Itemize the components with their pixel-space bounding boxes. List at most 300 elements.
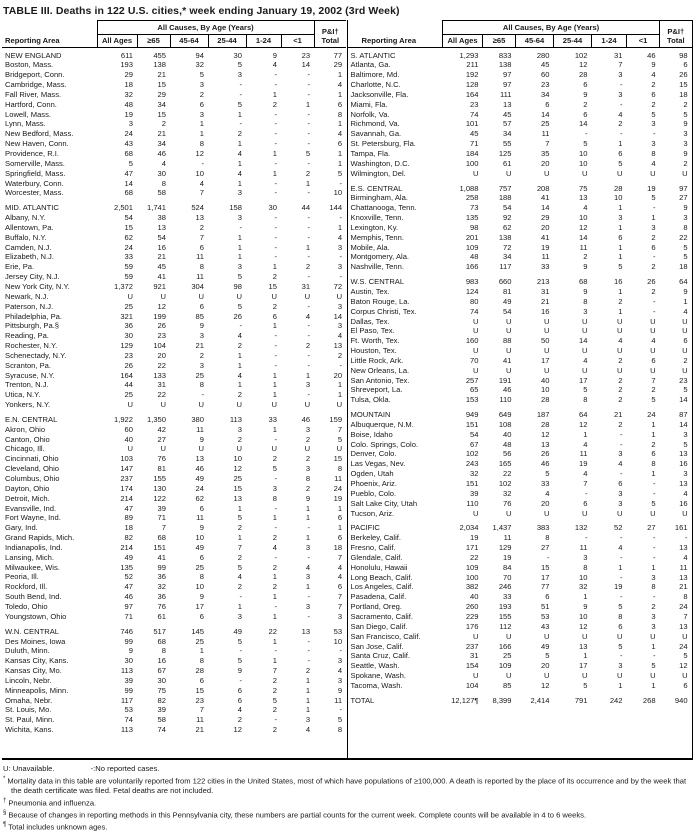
value-cell: U	[682, 365, 688, 375]
value-cell: -	[239, 89, 242, 99]
value-cell: 3	[199, 80, 204, 90]
city-row	[348, 129, 692, 139]
city-row	[348, 661, 692, 671]
value-cell: -	[619, 651, 623, 661]
value-cell: 109	[498, 661, 512, 671]
value-cell: 100	[465, 572, 479, 582]
value-cell: 14	[301, 60, 311, 70]
reporting-area-cell: W.S. CENTRAL	[350, 277, 405, 287]
city-row	[348, 582, 692, 592]
value-cell: -	[307, 656, 311, 666]
value-cell: 3	[305, 715, 311, 725]
value-cell: 2	[618, 355, 623, 365]
value-cell: 16	[157, 656, 166, 666]
value-cell: 2	[651, 286, 656, 296]
value-cell: 19	[470, 533, 479, 543]
value-cell: 133	[153, 370, 166, 380]
value-cell: 214	[120, 493, 133, 503]
value-cell: 2	[272, 725, 277, 735]
value-cell: 1	[272, 572, 277, 582]
value-cell: U	[617, 346, 623, 356]
value-cell: U	[582, 316, 588, 326]
value-cell: 1	[305, 370, 311, 380]
value-cell: 660	[498, 277, 512, 287]
value-cell: 10	[195, 533, 204, 543]
value-cell: 14	[679, 395, 688, 405]
reporting-area-cell: Memphis, Tenn.	[350, 232, 404, 242]
city-row	[348, 429, 692, 439]
value-cell: 108	[498, 419, 512, 429]
value-cell: 1,922	[113, 414, 133, 424]
value-cell: 40	[503, 429, 512, 439]
value-cell: 25	[233, 474, 242, 484]
reporting-area-cell: Sacramento, Calif.	[350, 611, 413, 621]
value-cell: 260	[465, 602, 479, 612]
city-row	[348, 252, 692, 262]
value-cell: 8	[651, 582, 656, 592]
value-cell: 8	[272, 493, 277, 503]
value-cell: 4	[237, 370, 242, 380]
reporting-area-cell: Las Vegas, Nev.	[350, 459, 406, 469]
reporting-area-header: Reporting Area	[2, 21, 97, 48]
value-cell: 6	[337, 139, 343, 149]
value-cell: -	[307, 139, 311, 149]
city-row	[348, 99, 692, 109]
footnote-mortality: * Mortality data in this table are voluntarily reported from 122 cities in the United States, most of which have populations of ≥100,000. A death is reported by the place of its occurrence and by the week that the death certificate was filed. Fetal deaths are not included.	[3, 776, 687, 796]
value-cell: 44	[301, 203, 311, 213]
value-cell: 2	[651, 439, 656, 449]
value-cell: 110	[499, 395, 512, 405]
age-col-header: All Ages	[97, 35, 137, 48]
value-cell: 517	[153, 626, 166, 636]
city-row	[2, 602, 346, 612]
reporting-area-cell: NEW ENGLAND	[5, 51, 62, 60]
value-cell: 40	[124, 434, 133, 444]
value-cell: 2	[272, 582, 277, 592]
footnotes-block	[3, 764, 696, 832]
value-cell: -	[201, 158, 204, 168]
value-cell: -	[653, 552, 656, 562]
value-cell: U	[336, 291, 343, 301]
value-cell: 41	[157, 272, 166, 282]
value-cell: 11	[334, 695, 343, 705]
reporting-area-cell: Rockford, Ill.	[5, 582, 48, 592]
value-cell: 3	[337, 242, 343, 252]
value-cell: U	[506, 168, 512, 178]
value-cell: 49	[541, 641, 550, 651]
value-cell: U	[544, 168, 550, 178]
value-cell: 39	[157, 503, 166, 513]
reporting-area-cell: St. Louis, Mo.	[5, 705, 52, 715]
value-cell: 2	[272, 454, 277, 464]
value-cell: 1	[683, 296, 688, 306]
reporting-area-cell: Camden, N.J.	[5, 242, 52, 252]
value-cell: 166	[498, 641, 512, 651]
value-cell: U	[506, 365, 512, 375]
reporting-area-cell: Honolulu, Hawaii	[350, 562, 408, 572]
value-cell: 3	[199, 331, 204, 341]
value-cell: 41	[157, 552, 166, 562]
value-cell: 6	[199, 675, 204, 685]
city-row	[348, 336, 692, 346]
value-cell: U	[544, 508, 550, 518]
value-cell: 3	[337, 611, 343, 621]
value-cell: 33	[541, 262, 550, 272]
value-cell: 72	[503, 242, 512, 252]
value-cell: 1	[651, 562, 656, 572]
city-row	[2, 252, 346, 262]
value-cell: 12	[679, 661, 688, 671]
value-cell: 23	[541, 80, 550, 90]
value-cell: 11	[334, 474, 343, 484]
value-cell: 6	[272, 311, 277, 321]
value-cell: 82	[157, 695, 166, 705]
reporting-area-cell: Utica, N.Y.	[5, 390, 41, 400]
value-cell: 2	[651, 232, 656, 242]
reporting-area-cell: Rochester, N.Y.	[5, 341, 58, 351]
left-table-body	[2, 48, 346, 735]
value-cell: 30	[157, 168, 166, 178]
value-cell: 8	[337, 464, 343, 474]
value-cell: 104	[465, 680, 479, 690]
value-cell: U	[544, 671, 550, 681]
value-cell: 5	[683, 252, 688, 262]
value-cell: 23	[470, 99, 479, 109]
city-row	[348, 149, 692, 159]
reporting-area-cell: Wilmington, Del.	[350, 168, 406, 178]
reporting-area-cell: Savannah, Ga.	[350, 129, 402, 139]
value-cell: 8	[199, 380, 204, 390]
value-cell: 1	[272, 636, 277, 646]
value-cell: 60	[124, 424, 133, 434]
city-row	[348, 90, 692, 100]
value-cell: 5	[237, 99, 242, 109]
age-col-header: ≥65	[137, 35, 170, 48]
value-cell: 11	[579, 543, 588, 553]
value-cell: U	[236, 291, 242, 301]
left-table-half	[2, 20, 348, 758]
value-cell: 5	[128, 158, 133, 168]
value-cell: 15	[541, 562, 550, 572]
value-cell: -	[619, 439, 623, 449]
value-cell: 2	[199, 222, 204, 232]
reporting-area-cell: S. ATLANTIC	[350, 51, 396, 60]
value-cell: 9	[305, 493, 311, 503]
section-total-row	[348, 695, 692, 705]
value-cell: 1	[651, 641, 656, 651]
value-cell: 36	[157, 572, 166, 582]
value-cell: 2	[583, 252, 588, 262]
value-cell: U	[650, 631, 656, 641]
city-row	[2, 572, 346, 582]
value-cell: -	[546, 552, 550, 562]
value-cell: 2	[272, 675, 277, 685]
value-cell: 22	[679, 232, 688, 242]
value-cell: 12	[195, 149, 204, 159]
value-cell: 8	[305, 474, 311, 484]
value-cell: 25	[124, 301, 133, 311]
reporting-area-cell: Buffalo, N.Y.	[5, 232, 47, 242]
value-cell: 7	[583, 479, 588, 489]
value-cell: 5	[651, 498, 656, 508]
value-cell: -	[307, 611, 311, 621]
value-cell: 20	[541, 222, 550, 232]
value-cell: -	[274, 129, 277, 139]
value-cell: 14	[579, 336, 588, 346]
value-cell: 128	[465, 80, 479, 90]
value-cell: 13	[579, 641, 588, 651]
value-cell: 94	[195, 51, 204, 60]
value-cell: 1	[618, 306, 623, 316]
city-row	[348, 641, 692, 651]
value-cell: U	[473, 671, 479, 681]
value-cell: 6	[618, 621, 623, 631]
reporting-area-cell: Kansas City, Kans.	[5, 656, 69, 666]
value-cell: 98	[470, 222, 479, 232]
city-row	[2, 715, 346, 725]
value-cell: 14	[541, 203, 550, 213]
reporting-area-cell: New Haven, Conn.	[5, 139, 69, 149]
value-cell: 949	[465, 410, 479, 420]
value-cell: -	[307, 360, 311, 370]
value-cell: 19	[124, 109, 133, 119]
value-cell: 13	[679, 572, 688, 582]
value-cell: 7	[337, 424, 343, 434]
value-cell: 246	[498, 582, 512, 592]
value-cell: 1	[305, 695, 311, 705]
value-cell: 24	[679, 602, 688, 612]
reporting-area-cell: Columbus, Ohio	[5, 474, 60, 484]
value-cell: -	[339, 252, 343, 262]
value-cell: 20	[541, 661, 550, 671]
value-cell: 12,127¶	[451, 695, 479, 705]
value-cell: 4	[337, 666, 343, 676]
value-cell: -	[307, 272, 311, 282]
value-cell: 39	[157, 705, 166, 715]
value-cell: -	[307, 552, 311, 562]
value-cell: 201	[465, 232, 479, 242]
value-cell: 47	[124, 503, 133, 513]
value-cell: 12	[579, 60, 588, 70]
city-row	[2, 321, 346, 331]
value-cell: 10	[333, 636, 343, 646]
value-cell: 1	[337, 523, 343, 533]
value-cell: -	[307, 109, 311, 119]
reporting-area-cell: Fort Wayne, Ind.	[5, 513, 61, 523]
value-cell: 85	[195, 311, 204, 321]
reporting-area-cell: MOUNTAIN	[350, 410, 391, 420]
city-row	[348, 631, 692, 641]
value-cell: 4	[305, 562, 311, 572]
value-cell: 3	[237, 424, 242, 434]
value-cell: -	[653, 479, 656, 489]
value-cell: 940	[674, 695, 688, 705]
value-cell: 61	[503, 158, 512, 168]
value-cell: 3	[337, 262, 343, 272]
city-row	[348, 602, 692, 612]
value-cell: 2	[237, 552, 242, 562]
city-row	[348, 508, 692, 518]
value-cell: 32	[124, 89, 133, 99]
value-cell: 11	[196, 272, 204, 282]
value-cell: -	[307, 636, 311, 646]
value-cell: 25	[124, 390, 133, 400]
value-cell: 99	[124, 636, 133, 646]
reporting-area-cell: TOTAL	[350, 695, 375, 705]
value-cell: 15	[157, 80, 166, 90]
left-table-header	[2, 21, 346, 48]
value-cell: -	[307, 129, 311, 139]
city-row	[2, 666, 346, 676]
city-row	[348, 355, 692, 365]
value-cell: -	[239, 321, 242, 331]
value-cell: U	[127, 291, 133, 301]
value-cell: 117	[499, 262, 512, 272]
value-cell: 1	[305, 503, 311, 513]
value-cell: 1	[305, 705, 311, 715]
reporting-area-cell: Lansing, Mich.	[5, 552, 54, 562]
value-cell: 12	[233, 725, 242, 735]
value-cell: 2	[237, 341, 242, 351]
value-cell: -	[619, 592, 623, 602]
value-cell: 6	[199, 301, 204, 311]
value-cell: 1	[272, 380, 277, 390]
value-cell: 41	[541, 193, 550, 203]
value-cell: 23	[301, 51, 311, 60]
city-row	[2, 213, 346, 223]
value-cell: 80	[470, 296, 479, 306]
value-cell: -	[653, 306, 656, 316]
value-cell: 10	[579, 611, 588, 621]
value-cell: 19	[579, 459, 588, 469]
reporting-area-cell: Springfield, Mass.	[5, 168, 66, 178]
value-cell: 2	[161, 119, 166, 129]
value-cell: 22	[157, 360, 166, 370]
city-row	[348, 498, 692, 508]
value-cell: -	[239, 646, 242, 656]
value-cell: 71	[124, 611, 133, 621]
value-cell: 1,088	[459, 183, 479, 193]
value-cell: 9	[199, 434, 204, 444]
value-cell: 10	[579, 572, 588, 582]
value-cell: U	[473, 365, 479, 375]
value-cell: 9	[337, 685, 343, 695]
value-cell: 71	[470, 139, 479, 149]
value-cell: 40	[541, 375, 550, 385]
city-row	[348, 592, 692, 602]
value-cell: 122	[153, 493, 166, 503]
value-cell: -	[619, 429, 623, 439]
value-cell: 14	[579, 119, 588, 129]
value-cell: 15	[679, 80, 688, 90]
value-cell: 45	[157, 262, 166, 272]
value-cell: 49	[124, 552, 133, 562]
value-cell: -	[274, 715, 277, 725]
value-cell: 3	[651, 139, 656, 149]
value-cell: 13	[579, 193, 588, 203]
city-row	[2, 262, 346, 272]
value-cell: -	[239, 119, 242, 129]
value-cell: 16	[541, 306, 550, 316]
value-cell: 26	[541, 449, 550, 459]
value-cell: -	[274, 70, 277, 80]
value-cell: 68	[157, 636, 166, 646]
city-row	[2, 90, 346, 100]
value-cell: 41	[541, 232, 550, 242]
city-row	[2, 109, 346, 119]
value-cell: 36	[124, 321, 133, 331]
value-cell: 1,350	[146, 414, 166, 424]
value-cell: 6	[683, 336, 688, 346]
value-cell: 113	[120, 666, 133, 676]
value-cell: 2	[618, 419, 623, 429]
value-cell: 6	[545, 592, 550, 602]
value-cell: 13	[679, 621, 688, 631]
value-cell: 8	[618, 611, 623, 621]
value-cell: 113	[120, 725, 133, 735]
reporting-area-cell: Corpus Christi, Tex.	[350, 306, 417, 316]
value-cell: 22	[268, 626, 277, 636]
value-cell: -	[274, 434, 277, 444]
value-cell: 3	[683, 469, 688, 479]
value-cell: 9	[651, 60, 656, 70]
value-cell: 1	[583, 651, 588, 661]
value-cell: 10	[579, 158, 588, 168]
value-cell: 1,437	[492, 523, 512, 533]
city-row	[348, 680, 692, 690]
value-cell: 6	[199, 503, 204, 513]
value-cell: U	[682, 631, 688, 641]
value-cell: 2,414	[530, 695, 550, 705]
value-cell: 15	[157, 109, 166, 119]
value-cell: 2	[272, 533, 277, 543]
value-cell: 211	[466, 60, 479, 70]
reporting-area-cell: Youngstown, Ohio	[5, 611, 67, 621]
value-cell: 5	[545, 469, 550, 479]
value-cell: 2	[305, 262, 311, 272]
value-cell: 3	[305, 380, 311, 390]
city-row	[2, 493, 346, 503]
reporting-area-cell: Providence, R.I.	[5, 149, 60, 159]
value-cell: U	[544, 631, 550, 641]
value-cell: 4	[618, 459, 623, 469]
reporting-area-cell: Shreveport, La.	[350, 385, 403, 395]
value-cell: 23	[157, 331, 166, 341]
value-cell: 46	[503, 385, 512, 395]
reporting-area-cell: Indianapolis, Ind.	[5, 542, 63, 552]
value-cell: 921	[153, 281, 166, 291]
value-cell: 983	[465, 277, 479, 287]
value-cell: -	[307, 592, 311, 602]
city-row	[348, 488, 692, 498]
value-cell: 8	[683, 592, 688, 602]
value-cell: 154	[465, 661, 479, 671]
value-cell: U	[473, 631, 479, 641]
value-cell: 9	[272, 51, 277, 60]
value-cell: 9	[683, 203, 688, 213]
value-cell: 8	[199, 139, 204, 149]
value-cell: U	[198, 400, 204, 410]
reporting-area-cell: Baltimore, Md.	[350, 70, 400, 80]
city-row	[2, 168, 346, 178]
value-cell: 5	[618, 641, 623, 651]
value-cell: U	[304, 444, 311, 454]
value-cell: 32	[470, 469, 479, 479]
value-cell: 214	[120, 542, 133, 552]
reporting-area-cell: Evansville, Ind.	[5, 503, 57, 513]
value-cell: 34	[503, 252, 512, 262]
value-cell: 11	[196, 715, 204, 725]
